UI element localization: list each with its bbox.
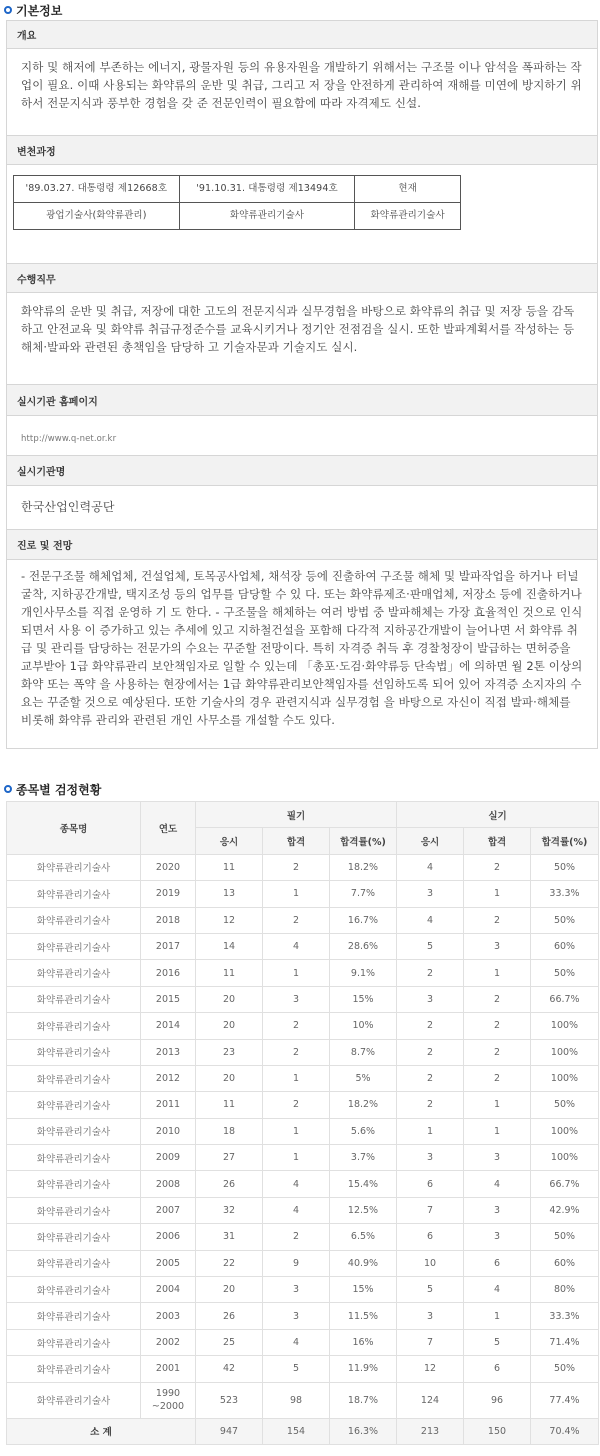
cell-practical-applied: 5 <box>397 933 464 959</box>
cell-practical-passed: 5 <box>464 1329 531 1355</box>
cell-practical-passed: 2 <box>464 1013 531 1039</box>
cell-written-passed: 2 <box>263 854 330 880</box>
cell-year: 2018 <box>141 907 196 933</box>
cell-practical-applied: 7 <box>397 1329 464 1355</box>
cell-name: 화약류관리기술사 <box>7 1039 141 1065</box>
table-row <box>7 1092 599 1118</box>
cell-practical-applied: 6 <box>397 1224 464 1250</box>
org-body <box>7 485 597 529</box>
written-applied-header: 응시 <box>196 828 263 854</box>
history-body <box>7 164 597 263</box>
cell-practical-applied: 12 <box>397 1356 464 1382</box>
year-range-start: 1990 <box>155 1388 181 1400</box>
cell-practical-passed: 2 <box>464 1039 531 1065</box>
table-row <box>7 854 599 880</box>
cell-practical-applied: 3 <box>397 881 464 907</box>
cell-year: 2003 <box>141 1303 196 1329</box>
table-row <box>7 1197 599 1223</box>
practical-rate-header: 합격률(%) <box>531 828 599 854</box>
homepage-url[interactable]: http://www.q-net.or.kr <box>21 434 117 444</box>
year-range-end: ~2000 <box>151 1401 185 1413</box>
total-value: 150 <box>464 1418 531 1444</box>
stats-body <box>7 854 599 1382</box>
table-row <box>7 960 599 986</box>
cell-year: 2013 <box>141 1039 196 1065</box>
history-cell: 광업기술사(화약류관리) <box>14 203 180 230</box>
cell-year: 2020 <box>141 854 196 880</box>
cell-practical-applied: 4 <box>397 854 464 880</box>
duties-header: 수행직무 <box>7 263 597 292</box>
total-label: 소 계 <box>7 1418 196 1444</box>
cell-written-passed: 1 <box>263 881 330 907</box>
cell-year: 2007 <box>141 1197 196 1223</box>
career-text: - 전문구조물 해체업체, 건설업체, 토목공사업체, 채석장 등에 진출하여 구조물 해체 및 발파작업을 하거나 터널굴착, 지하공간개발, 택지조성 등의 업무를 담당할 수 있 다. 또는 화약류제조·판매업체, 저장소 등에 진출하거나 개인사무소를 직접 운영하 기 도 한다. - 구조물을 해체하는 여러 방법 중 발파해체는 가장 효율적인 것으로 인식되면서 사용 이 증가하고 있는 추세에 있고 지하철건설을 포함해 다각적 지하공간개발이 늘어나면 서 화약류 취급 및 관리를 담당하는 전문가의 수요는 꾸준할 전망이다. 특히 자격증 취득 후 경찰청장이 발급하는 면허증을 교부받아 1급 화약류관리 보안책임자로 일할 수 있는데 「총포·도검·화약류등 단속법」에 의하면 월 2톤 이상의 화약 또는 폭약 을 사용하는 현장에서는 1급 화약류관리보안책임자를 선임하도록 되어 있어 자격증 소지자의 수요는 꾸준할 것으로 예상된다. 또한 기술사의 경우 관련지식과 실무경험 을 바탕으로 자신이 직접 발파·해체를 비롯해 화약류 관리와 관련된 개인 사무소를 개설할 수도 있다. <box>7 559 597 748</box>
cell-practical-passed: 1 <box>464 960 531 986</box>
cell-written-applied: 14 <box>196 933 263 959</box>
cell-practical-passed: 2 <box>464 907 531 933</box>
col-year-header: 연도 <box>141 802 196 855</box>
cell-practical-passed: 2 <box>464 986 531 1012</box>
cell-name: 화약류관리기술사 <box>7 1145 141 1171</box>
cell-name: 화약류관리기술사 <box>7 986 141 1012</box>
cell-practical-passed: 2 <box>464 1065 531 1091</box>
cell-name: 화약류관리기술사 <box>7 1065 141 1091</box>
cell-year: 2012 <box>141 1065 196 1091</box>
practical-header: 실기 <box>397 802 599 828</box>
cell-name: 화약류관리기술사 <box>7 1197 141 1223</box>
cell-written-applied: 22 <box>196 1250 263 1276</box>
cell-written-applied: 26 <box>196 1171 263 1197</box>
practical-applied-header: 응시 <box>397 828 464 854</box>
table-row <box>7 986 599 1012</box>
cell-practical-rate: 60% <box>531 1250 599 1276</box>
written-header: 필기 <box>196 802 397 828</box>
cell-written-rate: 9.1% <box>330 960 397 986</box>
cell-written-applied: 26 <box>196 1303 263 1329</box>
cell-name: 화약류관리기술사 <box>7 1224 141 1250</box>
cell-practical-rate: 50% <box>531 1356 599 1382</box>
cell-practical-passed: 1 <box>464 1118 531 1144</box>
cell-practical-applied: 7 <box>397 1197 464 1223</box>
history-cell: '91.10.31. 대통령령 제13494호 <box>179 176 355 203</box>
stats-section <box>0 779 600 1445</box>
cell-written-passed: 2 <box>263 907 330 933</box>
cell-written-passed: 4 <box>263 1197 330 1223</box>
cell-year: 2005 <box>141 1250 196 1276</box>
cell-year: 2006 <box>141 1224 196 1250</box>
cell-written-rate: 5.6% <box>330 1118 397 1144</box>
cell-practical-rate: 100% <box>531 1013 599 1039</box>
cell-written-passed: 1 <box>263 1145 330 1171</box>
cell-written-rate: 11.5% <box>330 1303 397 1329</box>
history-header: 변천과정 <box>7 135 597 164</box>
total-value: 70.4% <box>531 1418 599 1444</box>
cell-written-applied: 11 <box>196 854 263 880</box>
stats-footer <box>7 1382 599 1444</box>
cell-practical-rate: 33.3% <box>531 1303 599 1329</box>
cell-practical-applied: 2 <box>397 1039 464 1065</box>
cell-written-rate: 6.5% <box>330 1224 397 1250</box>
cell-written-rate: 18.2% <box>330 854 397 880</box>
cell-practical-passed: 3 <box>464 1224 531 1250</box>
basic-info-title <box>0 0 600 20</box>
table-row <box>7 1118 599 1144</box>
cell-practical-applied: 2 <box>397 960 464 986</box>
cell-practical-rate: 66.7% <box>531 986 599 1012</box>
cell-practical-applied: 5 <box>397 1277 464 1303</box>
cell-written-applied: 23 <box>196 1039 263 1065</box>
cell-written-passed: 2 <box>263 1039 330 1065</box>
cell-written-passed: 2 <box>263 1092 330 1118</box>
org-name: 한국산업인력공단 <box>21 500 115 514</box>
cell-year: 2014 <box>141 1013 196 1039</box>
stats-title <box>0 779 600 799</box>
cell-practical-passed: 1 <box>464 1303 531 1329</box>
cell-value: 96 <box>464 1382 531 1418</box>
cell-practical-applied: 6 <box>397 1171 464 1197</box>
cell-name: 화약류관리기술사 <box>7 881 141 907</box>
cell-name: 화약류관리기술사 <box>7 907 141 933</box>
cell-year: 2001 <box>141 1356 196 1382</box>
cell-practical-rate: 71.4% <box>531 1329 599 1355</box>
cell-practical-passed: 2 <box>464 854 531 880</box>
cell-year: 2002 <box>141 1329 196 1355</box>
stats-table <box>6 801 599 1445</box>
history-row-dates <box>14 176 461 203</box>
cell-written-rate: 16% <box>330 1329 397 1355</box>
history-table <box>13 175 461 230</box>
cell-written-rate: 28.6% <box>330 933 397 959</box>
table-row <box>7 1250 599 1276</box>
cell-practical-rate: 100% <box>531 1118 599 1144</box>
cell-value: 124 <box>397 1382 464 1418</box>
cell-written-rate: 8.7% <box>330 1039 397 1065</box>
cell-practical-rate: 100% <box>531 1065 599 1091</box>
basic-info-title-text: 기본정보 <box>16 3 63 18</box>
cell-practical-rate: 42.9% <box>531 1197 599 1223</box>
cell-name: 화약류관리기술사 <box>7 960 141 986</box>
cell-name: 화약류관리기술사 <box>7 1303 141 1329</box>
cell-written-passed: 3 <box>263 1277 330 1303</box>
table-row <box>7 1356 599 1382</box>
table-row <box>7 1039 599 1065</box>
cell-name: 화약류관리기술사 <box>7 1171 141 1197</box>
total-value: 154 <box>263 1418 330 1444</box>
cell-written-applied: 20 <box>196 1013 263 1039</box>
cell-written-passed: 5 <box>263 1356 330 1382</box>
table-row-total <box>7 1418 599 1444</box>
table-row <box>7 1145 599 1171</box>
table-row <box>7 881 599 907</box>
cell-practical-passed: 4 <box>464 1171 531 1197</box>
overview-header: 개요 <box>7 21 597 48</box>
cell-written-passed: 9 <box>263 1250 330 1276</box>
cell-written-applied: 11 <box>196 960 263 986</box>
history-cell: '89.03.27. 대통령령 제12668호 <box>14 176 180 203</box>
cell-written-applied: 20 <box>196 1277 263 1303</box>
cell-practical-applied: 2 <box>397 1092 464 1118</box>
cell-written-rate: 18.2% <box>330 1092 397 1118</box>
cell-practical-applied: 2 <box>397 1065 464 1091</box>
practical-passed-header: 합격 <box>464 828 531 854</box>
cell-written-passed: 1 <box>263 960 330 986</box>
table-row <box>7 1224 599 1250</box>
cell-written-applied: 20 <box>196 1065 263 1091</box>
history-cell: 화약류관리기술사 <box>355 203 461 230</box>
cell-practical-passed: 6 <box>464 1356 531 1382</box>
cell-written-rate: 5% <box>330 1065 397 1091</box>
cell-name: 화약류관리기술사 <box>7 1118 141 1144</box>
cell-written-passed: 4 <box>263 1171 330 1197</box>
cell-name: 화약류관리기술사 <box>7 1329 141 1355</box>
total-value: 16.3% <box>330 1418 397 1444</box>
cell-practical-rate: 60% <box>531 933 599 959</box>
stats-header-row <box>7 802 599 828</box>
cell-written-applied: 32 <box>196 1197 263 1223</box>
cell-year: 2019 <box>141 881 196 907</box>
cell-written-rate: 40.9% <box>330 1250 397 1276</box>
cell-practical-passed: 4 <box>464 1277 531 1303</box>
history-row-names <box>14 203 461 230</box>
cell-name: 화약류관리기술사 <box>7 1356 141 1382</box>
cell-practical-passed: 3 <box>464 1197 531 1223</box>
table-row <box>7 1065 599 1091</box>
table-row <box>7 1329 599 1355</box>
cell-written-passed: 4 <box>263 933 330 959</box>
cell-written-passed: 4 <box>263 1329 330 1355</box>
table-row <box>7 907 599 933</box>
overview-text: 지하 및 해저에 부존하는 에너지, 광물자원 등의 유용자원을 개발하기 위해서는 구조물 이나 암석을 폭파하는 작업이 필요. 이때 사용되는 화약류의 운반 및 취급, 그리고 저 장을 안전하게 관리하여 재해를 미연에 방지하기 위하서 전문지식과 풍부한 경험을 갖 준 전문인력이 필요함에 따라 자격제도 신설. <box>7 48 597 135</box>
cell-name: 화약류관리기술사 <box>7 1382 141 1418</box>
cell-written-applied: 31 <box>196 1224 263 1250</box>
cell-practical-applied: 2 <box>397 1013 464 1039</box>
basic-info-box <box>6 20 598 749</box>
cell-practical-applied: 4 <box>397 907 464 933</box>
cell-year: 2009 <box>141 1145 196 1171</box>
written-rate-header: 합격률(%) <box>330 828 397 854</box>
cell-practical-passed: 1 <box>464 1092 531 1118</box>
cell-practical-rate: 66.7% <box>531 1171 599 1197</box>
cell-written-rate: 15% <box>330 986 397 1012</box>
cell-year: 2004 <box>141 1277 196 1303</box>
history-cell: 화약류관리기술사 <box>179 203 355 230</box>
cell-written-applied: 27 <box>196 1145 263 1171</box>
cell-year: 2011 <box>141 1092 196 1118</box>
total-value: 213 <box>397 1418 464 1444</box>
cell-written-applied: 18 <box>196 1118 263 1144</box>
cell-written-passed: 2 <box>263 1224 330 1250</box>
bullet-circle-icon <box>4 785 12 793</box>
cell-name: 화약류관리기술사 <box>7 854 141 880</box>
col-name-header: 종목명 <box>7 802 141 855</box>
career-header: 진로 및 전망 <box>7 529 597 559</box>
cell-practical-rate: 50% <box>531 1092 599 1118</box>
cell-practical-rate: 50% <box>531 1224 599 1250</box>
cell-name: 화약류관리기술사 <box>7 1277 141 1303</box>
cell-year: 2017 <box>141 933 196 959</box>
cell-practical-passed: 1 <box>464 881 531 907</box>
cell-written-rate: 16.7% <box>330 907 397 933</box>
cell-practical-applied: 10 <box>397 1250 464 1276</box>
cell-written-applied: 12 <box>196 907 263 933</box>
cell-practical-rate: 33.3% <box>531 881 599 907</box>
table-row <box>7 1171 599 1197</box>
homepage-header: 실시기관 홈페이지 <box>7 384 597 415</box>
cell-practical-rate: 50% <box>531 854 599 880</box>
cell-name: 화약류관리기술사 <box>7 1092 141 1118</box>
cell-practical-applied: 3 <box>397 1145 464 1171</box>
cell-written-applied: 25 <box>196 1329 263 1355</box>
cell-name: 화약류관리기술사 <box>7 1250 141 1276</box>
cell-year: 2010 <box>141 1118 196 1144</box>
cell-written-applied: 42 <box>196 1356 263 1382</box>
cell-written-applied: 13 <box>196 881 263 907</box>
table-row <box>7 1277 599 1303</box>
table-row <box>7 933 599 959</box>
homepage-body <box>7 415 597 455</box>
cell-name: 화약류관리기술사 <box>7 1013 141 1039</box>
cell-written-rate: 11.9% <box>330 1356 397 1382</box>
cell-written-applied: 11 <box>196 1092 263 1118</box>
cell-practical-applied: 1 <box>397 1118 464 1144</box>
cell-practical-rate: 50% <box>531 907 599 933</box>
duties-text: 화약류의 운반 및 취급, 저장에 대한 고도의 전문지식과 실무경험을 바탕으로 화약류의 취급 및 저장 등을 감독하고 안전교육 및 화약류 취급규정준수를 교육시키거나 정기안 전점검을 실시. 또한 발파계획서를 작성하는 등 해체·발파와 관련된 총책임을 담당하 고 기술자문과 기술지도 실시. <box>7 292 597 384</box>
written-passed-header: 합격 <box>263 828 330 854</box>
cell-practical-rate: 100% <box>531 1145 599 1171</box>
cell-practical-passed: 6 <box>464 1250 531 1276</box>
org-header: 실시기관명 <box>7 455 597 485</box>
cell-year: 2016 <box>141 960 196 986</box>
cell-written-rate: 7.7% <box>330 881 397 907</box>
bullet-circle-icon <box>4 6 12 14</box>
cell-year: 2008 <box>141 1171 196 1197</box>
total-value: 947 <box>196 1418 263 1444</box>
cell-value: 77.4% <box>531 1382 599 1418</box>
cell-practical-applied: 3 <box>397 986 464 1012</box>
table-row-range <box>7 1382 599 1418</box>
cell-written-passed: 1 <box>263 1065 330 1091</box>
cell-written-passed: 1 <box>263 1118 330 1144</box>
history-cell: 현재 <box>355 176 461 203</box>
cell-practical-passed: 3 <box>464 933 531 959</box>
cell-practical-applied: 3 <box>397 1303 464 1329</box>
table-row <box>7 1303 599 1329</box>
cell-written-applied: 20 <box>196 986 263 1012</box>
cell-practical-rate: 80% <box>531 1277 599 1303</box>
cell-year: 2015 <box>141 986 196 1012</box>
cell-written-passed: 3 <box>263 1303 330 1329</box>
cell-written-rate: 15.4% <box>330 1171 397 1197</box>
stats-title-text: 종목별 검정현황 <box>16 782 102 797</box>
cell-value: 523 <box>196 1382 263 1418</box>
cell-practical-rate: 100% <box>531 1039 599 1065</box>
cell-value: 98 <box>263 1382 330 1418</box>
cell-value: 18.7% <box>330 1382 397 1418</box>
table-row <box>7 1013 599 1039</box>
cell-year-range <box>141 1382 196 1418</box>
cell-written-rate: 10% <box>330 1013 397 1039</box>
cell-written-rate: 15% <box>330 1277 397 1303</box>
cell-written-rate: 12.5% <box>330 1197 397 1223</box>
cell-practical-passed: 3 <box>464 1145 531 1171</box>
cell-written-passed: 3 <box>263 986 330 1012</box>
cell-written-rate: 3.7% <box>330 1145 397 1171</box>
cell-name: 화약류관리기술사 <box>7 933 141 959</box>
cell-practical-rate: 50% <box>531 960 599 986</box>
cell-written-passed: 2 <box>263 1013 330 1039</box>
